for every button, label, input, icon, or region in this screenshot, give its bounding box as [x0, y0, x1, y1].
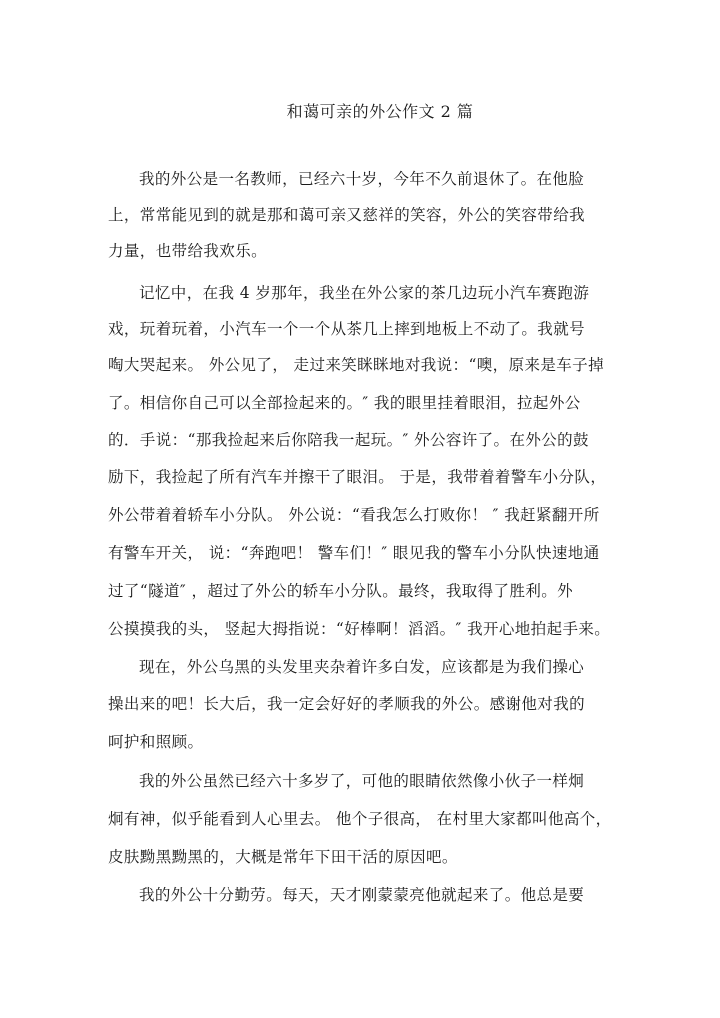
text-line: 了。相信你自己可以全部捡起来的。″ 我的眼里挂着眼泪，拉起外公 [108, 394, 581, 412]
text-line: 我的外公十分勤劳。每天，天才刚蒙蒙亮他就起来了。他总是要 [139, 886, 585, 904]
text-line: 现在，外公乌黑的头发里夹杂着许多白发，应该都是为我们操心 [139, 658, 585, 676]
text-line: 呵护和照顾。 [108, 733, 204, 751]
text-line: 戏，玩着玩着，小汽车一个一个从茶几上摔到地板上不动了。我就号 [108, 320, 586, 338]
text-line: 操出来的吧！长大后，我一定会好好的孝顺我的外公。感谢他对我的 [108, 695, 586, 713]
text-line: 皮肤黝黑黝黑的，大概是常年下田干活的原因吧。 [108, 848, 458, 866]
text-line: 力量，也带给我欢乐。 [108, 242, 268, 260]
text-line: 有警车开关， 说：“奔跑吧！ 警车们！″ 眼见我的警车小分队快速地通 [108, 544, 600, 562]
text-line: 我的外公虽然已经六十多岁了，可他的眼睛依然像小伙子一样炯 [139, 772, 585, 790]
text-line: 励下，我捡起了所有汽车并擦干了眼泪。 于是，我带着着警车小分队， [108, 468, 607, 486]
text-line: 的．手说：“那我捡起来后你陪我一起玩。″ 外公容许了。在外公的鼓 [108, 431, 589, 449]
text-line: 上，常常能见到的就是那和蔼可亲又慈祥的笑容，外公的笑容带给我 [108, 206, 586, 224]
text-line: 啕大哭起来。 外公见了， 走过来笑眯眯地对我说：“噢，原来是车子掉 [108, 356, 604, 374]
text-line: 记忆中，在我 4 岁那年，我坐在外公家的茶几边玩小汽车赛跑游 [139, 284, 590, 302]
text-line: 我的外公是一名教师，已经六十岁，今年不久前退休了。在他脸 [139, 170, 585, 188]
page-title: 和蔼可亲的外公作文 2 篇 [286, 102, 474, 121]
text-line: 公摸摸我的头， 竖起大拇指说：“好棒啊！滔滔。″ 我开心地拍起手来。 [108, 620, 611, 638]
text-line: 炯有神，似乎能看到人心里去。 他个子很高， 在村里大家都叫他高个， [108, 810, 612, 828]
text-line: 外公带着着轿车小分队。 外公说：“看我怎么打败你！ ″ 我赶紧翻开所 [108, 506, 600, 524]
text-line: 过了“隧道″ ，超过了外公的轿车小分队。最终，我取得了胜利。外 [108, 582, 574, 600]
